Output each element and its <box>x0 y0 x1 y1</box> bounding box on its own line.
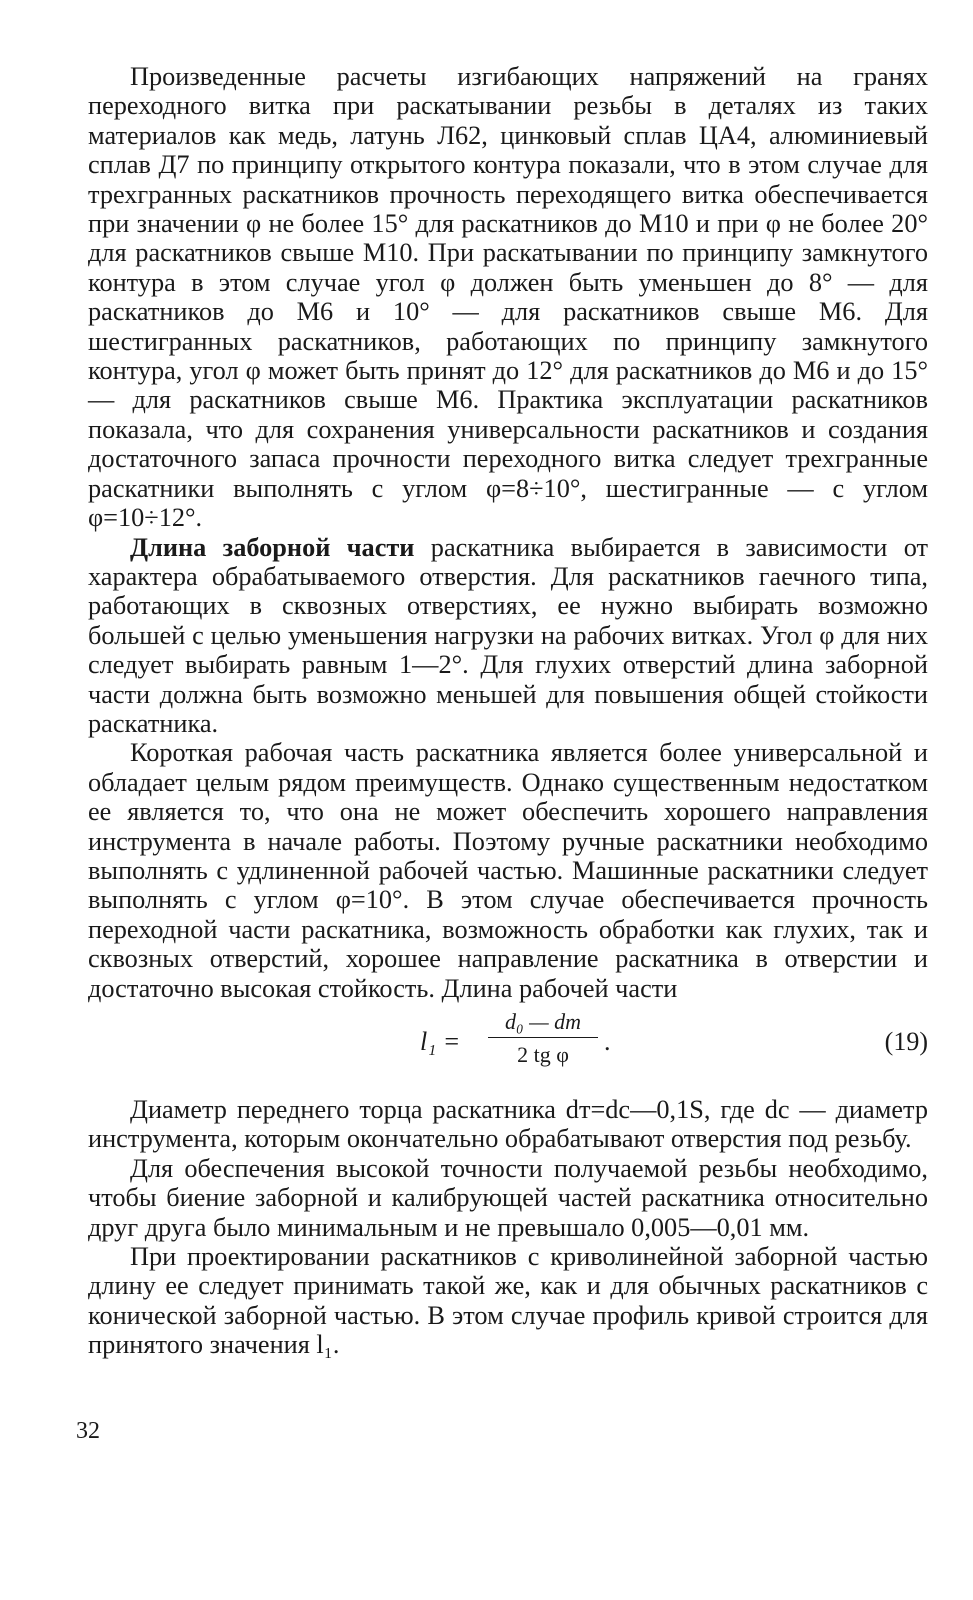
paragraph-runout: Для обеспечения высокой точности получаемой резьбы необходимо, чтобы биение заборной и калибрующей частей раскатника относительно друг друга было минимальным и не превышало 0,005—0,01 мм. <box>88 1153 928 1242</box>
paragraph-curvilinear: При проектировании раскатников с криволинейной заборной частью длину ее следует принимать такой же, как и для обычных раскатников с конической заборной частью. В этом случае профиль кривой строится для принятого значения l₁. <box>88 1242 928 1360</box>
formula-19 <box>88 1009 928 1079</box>
paragraph-front-diameter: Диаметр переднего торца раскатника dт=dс—0,1S, где dс — диаметр инструмента, которым окончательно обрабатывают отверстия под резьбу. <box>88 1095 928 1154</box>
paragraph-intake-length <box>88 533 928 739</box>
formula-number: (19) <box>884 1027 928 1056</box>
page-body <box>88 62 928 1360</box>
page-number: 32 <box>76 1418 100 1444</box>
formula-denominator: 2 tg φ <box>517 1042 569 1067</box>
paragraph-bending-stresses: Произведенные расчеты изгибающих напряжений на гранях переходного витка при раскатывании резьбы в деталях из таких материалов как медь, латунь Л62, цинковый сплав ЦА4, алюминиевый сплав Д7 по принципу открытого контура показали, что в этом случае для трехгранных раскатников прочность переходящего витка обеспечивается при значении φ не более 15° для раскатников до М10 и при φ не более 20° для раскатников свыше М10. При раскатывании по принципу замкнутого контура в этом случае угол φ должен быть уменьшен до 8° — для раскатников до М6 и 10° — для раскатников свыше М6. Для шестигранных раскатников, работающих по принципу замкнутого контура, угол φ может быть принят до 12° для раскатников до М6 и до 15° — для раскатников свыше М6. Практика эксплуатации раскатников показала, что для сохранения универсальности раскатников и создания достаточного запаса прочности переходного витка следует трехгранные раскатники выполнять с углом φ=8÷10°, шестигранные — с углом φ=10÷12°. <box>88 62 928 533</box>
paragraph-working-part: Короткая рабочая часть раскатника является более универсальной и обладает целым рядом преимуществ. Однако существенным недостатком ее является то, что она не может обеспечить хорошего направления инструмента в начале работы. Поэтому ручные раскатники необходимо выполнять с удлиненной рабочей частью. Машинные раскатники следует выполнять с углом φ=10°. В этом случае обеспечивается прочность переходной части раскатника, возможность обработки как глухих, так и сквозных отверстий, хорошее направление раскатника в отверстии и достаточно высокая стойкость. Длина рабочей части <box>88 738 928 1003</box>
formula-fraction <box>488 1009 598 1068</box>
formula-dot: . <box>604 1027 611 1056</box>
intake-length-text: раскатника выбирается в зависимости от характера обрабатываемого отверстия. Для раскатников гаечного типа, работающих в сквозных отверстиях, ее нужно выбирать возможно большей с целью уменьшения нагрузки на рабочих витках. Угол φ для них следует выбирать равным 1—2°. Для глухих отверстий длина заборной части должна быть возможно меньшей для повышения общей стойкости раскатника. <box>88 532 928 738</box>
formula-numerator: d₀ — dт <box>488 1009 598 1038</box>
formula-lhs: l₁ = <box>420 1027 461 1056</box>
intake-length-heading: Длина заборной части <box>130 532 415 562</box>
